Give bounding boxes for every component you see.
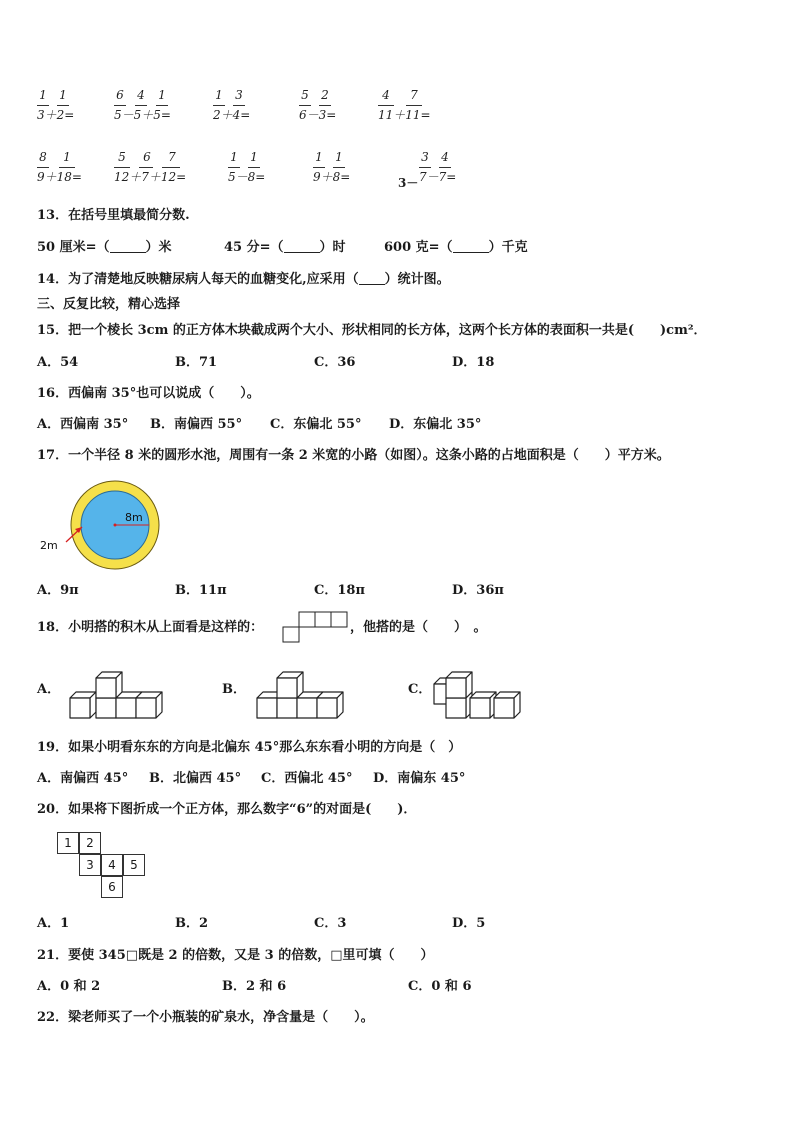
option[interactable]: B．南偏西 55°	[150, 417, 243, 432]
option[interactable]: D．南偏东 45°	[373, 771, 466, 786]
option[interactable]: A．9π	[37, 583, 79, 598]
option[interactable]: B．	[222, 682, 246, 697]
option[interactable]: D．5	[452, 916, 486, 931]
q21-text: 21．要使 345□既是 2 的倍数，又是 3 的倍数，□里可填（ ）	[37, 948, 434, 963]
top-view-figure	[281, 610, 349, 644]
q18-text-pre: 18．小明搭的积木从上面看是这样的：	[37, 620, 264, 635]
radius-label: 8m	[125, 511, 143, 524]
net-cell-3: 3	[79, 854, 101, 876]
option[interactable]: D．18	[452, 355, 495, 370]
option[interactable]: B．71	[175, 355, 218, 370]
option[interactable]: A．西偏南 35°	[37, 417, 129, 432]
option[interactable]: C．3	[314, 916, 347, 931]
q13-title: 13．在括号里填最简分数.	[37, 208, 190, 223]
option[interactable]: B．2 和 6	[222, 979, 287, 994]
q19-text: 19．如果小明看东东的方向是北偏东 45°那么东东看小明的方向是（ ）	[37, 740, 462, 755]
option[interactable]: B．北偏西 45°	[149, 771, 242, 786]
option[interactable]: B．2	[175, 916, 209, 931]
block-figure-a	[68, 664, 168, 720]
option[interactable]: C．0 和 6	[408, 979, 472, 994]
net-cell-4: 4	[101, 854, 123, 876]
q16-text: 16．西偏南 35°也可以说成（ ）。	[37, 386, 260, 401]
q13-item-b: 45 分=（ ）时	[224, 240, 346, 255]
net-cell-2: 2	[79, 832, 101, 854]
option[interactable]: D．36π	[452, 583, 504, 598]
section-heading: 三、反复比较，精心选择	[37, 297, 181, 312]
option[interactable]: C．东偏北 55°	[270, 417, 362, 432]
q14-text: 14．为了清楚地反映糖尿病人每天的血糖变化,应采用（ ）统计图。	[37, 272, 450, 287]
net-cell-5: 5	[123, 854, 145, 876]
answer-blank[interactable]	[284, 240, 320, 253]
q13-item-a: 50 厘米=（ ）米	[37, 240, 172, 255]
option[interactable]: A．0 和 2	[37, 979, 101, 994]
option[interactable]: C．	[408, 682, 432, 697]
q18-text-post: ，他搭的是（ ） 。	[350, 620, 487, 635]
block-figure-c	[432, 662, 532, 720]
option[interactable]: A．	[37, 682, 61, 697]
path-width-label: 2m	[40, 539, 58, 552]
q20-text: 20．如果将下图折成一个正方体，那么数字“6”的对面是( )．	[37, 802, 417, 817]
option[interactable]: B．11π	[175, 583, 227, 598]
option[interactable]: C．18π	[314, 583, 365, 598]
answer-blank[interactable]	[359, 272, 385, 285]
option[interactable]: A．南偏西 45°	[37, 771, 129, 786]
option[interactable]: A．54	[37, 355, 79, 370]
answer-blank[interactable]	[453, 240, 489, 253]
pool-path-figure	[36, 476, 168, 578]
option[interactable]: C．36	[314, 355, 356, 370]
q15-text: 15．把一个棱长 3cm 的正方体木块截成两个大小、形状相同的长方体，这两个长方体的表面积一共是( )cm²．	[37, 323, 707, 338]
q22-text: 22．梁老师买了一个小瓶装的矿泉水，净含量是（ ）。	[37, 1010, 374, 1025]
net-cell-1: 1	[57, 832, 79, 854]
option[interactable]: D．东偏北 35°	[389, 417, 482, 432]
q13-item-c: 600 克=（ ）千克	[384, 240, 528, 255]
net-cell-6: 6	[101, 876, 123, 898]
block-figure-b	[255, 664, 355, 720]
option[interactable]: C．西偏北 45°	[261, 771, 353, 786]
option[interactable]: A．1	[37, 916, 70, 931]
answer-blank[interactable]	[110, 240, 146, 253]
q17-text: 17．一个半径 8 米的圆形水池，周围有一条 2 米宽的小路（如图）。这条小路的占地面积是（ ）平方米。	[37, 448, 670, 463]
